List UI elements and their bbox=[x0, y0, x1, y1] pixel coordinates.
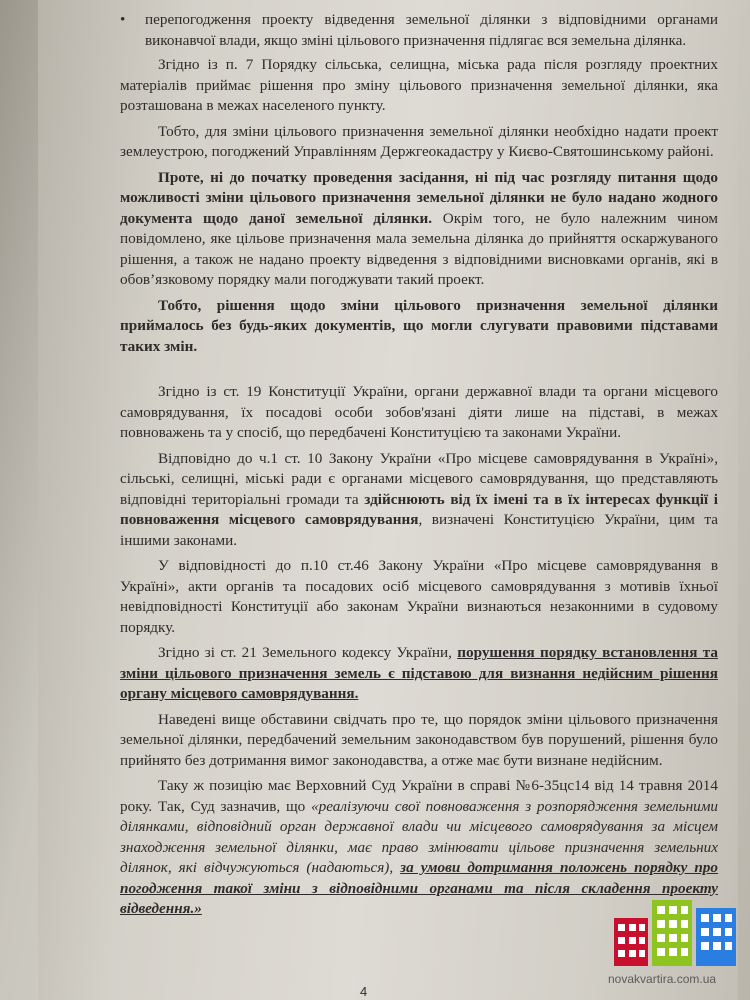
paragraph-10-bold: за умови дотримання положень порядку про погодження такої зміни з відповідними органами та після складення проекту відведення.» bbox=[120, 859, 718, 917]
paragraph-8 bbox=[120, 643, 718, 705]
bullet-item bbox=[120, 10, 718, 51]
watermark-logo-icon bbox=[612, 888, 740, 968]
watermark-text: novakvartira.com.ua bbox=[608, 972, 717, 986]
paragraph-3-rest: Окрім того, не було належним чином повідомлено, яке цільове призначення мала земельна ділянка до прийняття оскаржуваного рішення, а також не надано проекту відведення з відповідними висновками органів, які в обов’язковому порядку мали погоджувати такий проект. bbox=[120, 209, 718, 288]
document-page bbox=[38, 0, 738, 1000]
document-body bbox=[120, 10, 718, 925]
paragraph-3 bbox=[120, 168, 718, 291]
paragraph-5: Згідно із ст. 19 Конституції України, органи державної влади та органи місцевого самоврядування, їх посадові особи зобов'язані діяти лише на підставі, в межах повноважень та у спосіб, що передбачені Конституцією та законами України. bbox=[120, 383, 718, 441]
paragraph-8-start: Згідно зі ст. 21 Земельного кодексу України, bbox=[158, 644, 458, 661]
paragraph-6-end: , визначені Конституцією України, цим та іншими законами. bbox=[120, 511, 718, 549]
bullet-text: перепогодження проекту відведення земельної ділянки з відповідними органами виконавчої влади, якщо зміні цільового призначення підлягає вся земельна ділянка. bbox=[145, 11, 718, 49]
paragraph-3-bold: Проте, ні до початку проведення засідання, ні під час розгляду питання щодо можливості зміни цільового призначення земельної ділянки не було надано жодного документа щодо даної земельної ділянки. bbox=[120, 168, 718, 227]
paragraph-9: Наведені вище обставини свідчать про те, що порядок зміни цільового призначення земельної ділянки, передбачений земельним законодавством був порушений, рішення було прийнято без дотримання вимог законодавства, а отже має бути визнане недійсним. bbox=[120, 710, 718, 769]
paragraph-4: Тобто, рішення щодо зміни цільового призначення земельної ділянки приймалось без будь-яких документів, що могли слугувати правовими підставами таких змін. bbox=[120, 296, 718, 355]
paragraph-6-bold: здійснюють від їх імені та в їх інтересах функції і повноваження місцевого самоврядування bbox=[120, 490, 718, 528]
paragraph-6-start: Відповідно до ч.1 ст. 10 Закону України «Про місцеве самоврядування в Україні», сільські, селищні, міські ради є органами місцевого самоврядування, що представляють відповідні територіальні громади та bbox=[120, 449, 718, 508]
paragraph-7: У відповідності до п.10 ст.46 Закону України «Про місцеве самоврядування в Україні», акти органів та посадових осіб місцевого самоврядування з мотивів їхньої невідповідності Конституції або законам України визнаються незаконними в судовому порядку. bbox=[120, 557, 718, 636]
paragraph-1: Згідно із п. 7 Порядку сільська, селищна, міська рада після розгляду проектних матеріалів приймає рішення про зміну цільового призначення земельної ділянки, яка розташована в межах населеного пункту. bbox=[120, 56, 718, 114]
paragraph-10-italic: «реалізуючи свої повноваження з розпорядження земельними ділянками, відповідний орган державної влади чи місцевого самоврядування за місцем знаходження земельної ділянки, має право змінювати цільове призначення земельних ділянок, які відчужуються (надаються), bbox=[120, 797, 718, 876]
paragraph-2: Тобто, для зміни цільового призначення земельної ділянки необхідно надати проект землеустрою, погоджений Управлінням Держгеокадастру у Києво-Святошинському районі. bbox=[120, 122, 718, 160]
page-number: 4 bbox=[360, 984, 368, 999]
paragraph-8-bold: порушення порядку встановлення та зміни цільового призначення земель є підставою для визнання недійсним рішення органу місцевого самоврядування. bbox=[120, 644, 718, 702]
spacer bbox=[120, 362, 718, 382]
paragraph-6 bbox=[120, 449, 718, 552]
paragraph-10-start: Таку ж позицію має Верховний Суд України в справі №6-35цс14 від 14 травня 2014 року. Так, Суд зазначив, що bbox=[120, 777, 718, 815]
bullet-mark: • bbox=[120, 11, 126, 28]
